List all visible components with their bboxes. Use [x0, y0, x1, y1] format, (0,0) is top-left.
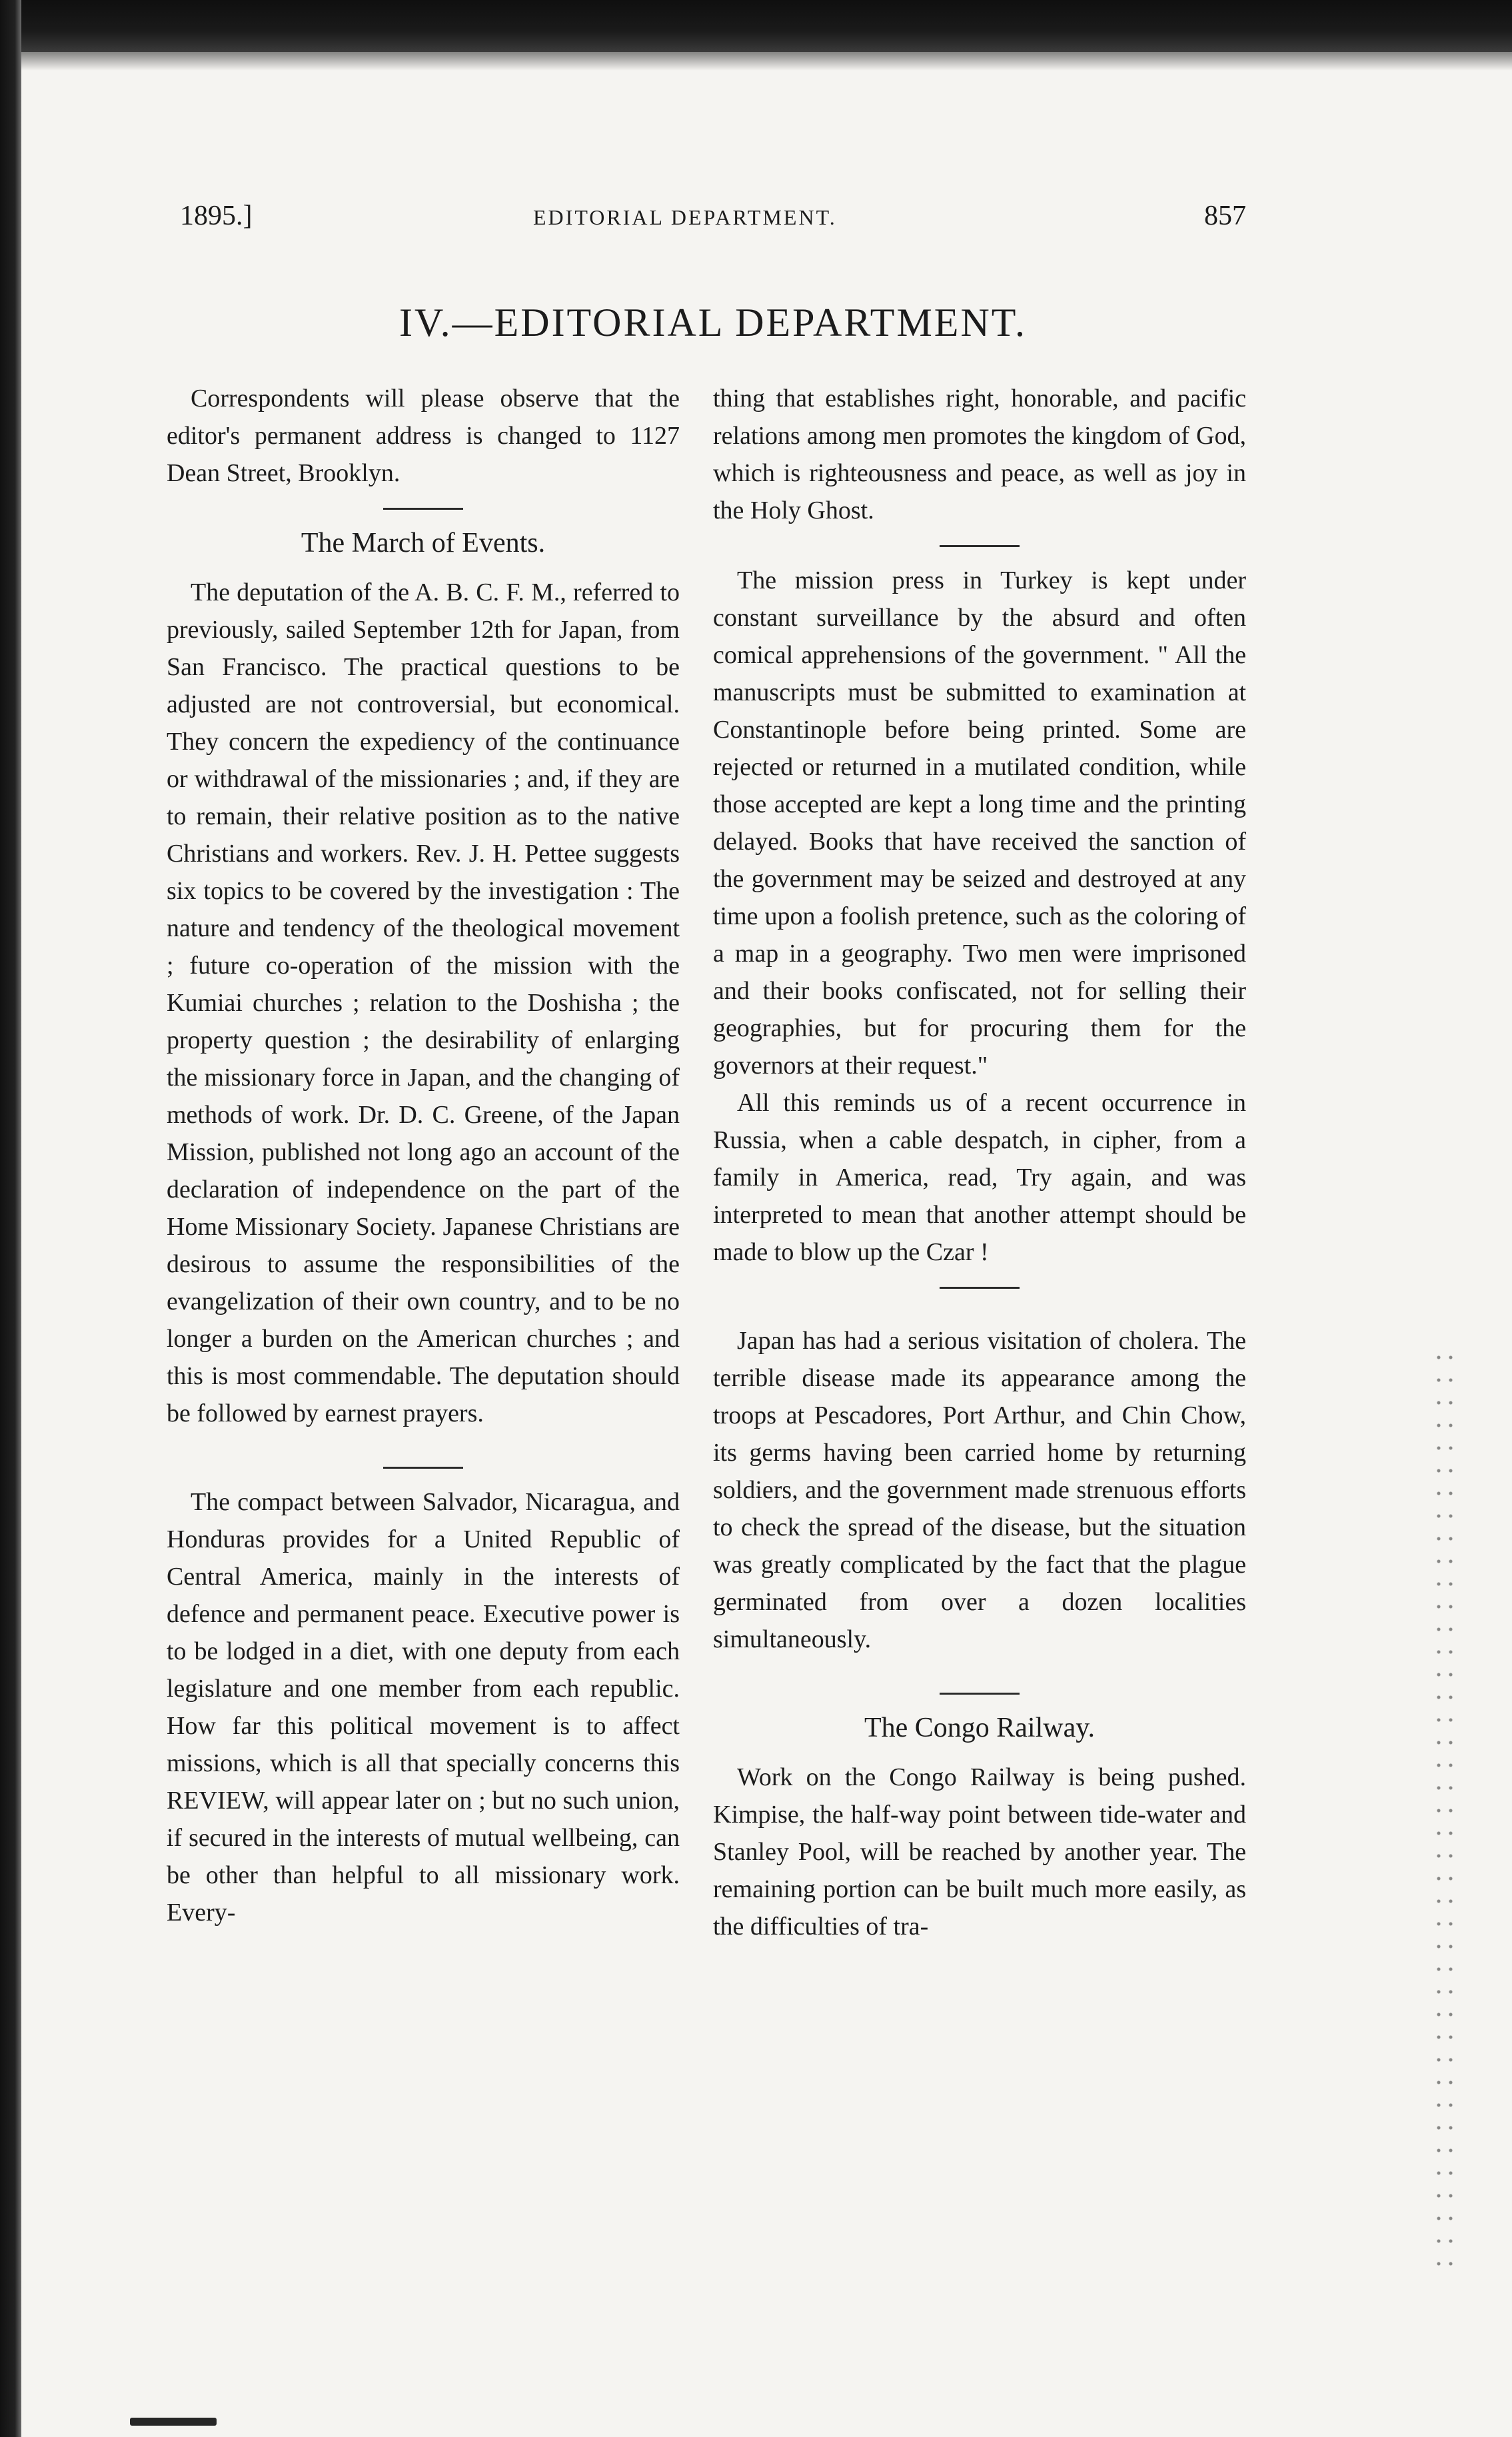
running-head	[180, 200, 1246, 240]
central-america-body: The compact between Salvador, Nicaragua, and Honduras provides for a United Republic of Central America, mainly in the interests of defence and permanent peace. Executive power is to be lodged in a diet, with one deputy from each legislature and one member from each republic. How far this political movement is to affect missions, which is all that specially concerns this REVIEW, will appear later on ; but no such union, if secured in the interests of mutual wellbeing, can be other than helpful to all missionary work. Every-	[167, 1488, 680, 1927]
section-divider	[940, 1287, 1020, 1289]
japan-cholera-body: Japan has had a serious visitation of cholera. The terrible disease made its appearance among the troops at Pescadores, Port Arthur, and Chin Chow, its germs having been carried home by returning soldiers, and the government made strenuous efforts to check the spread of the disease, but the situation was greatly complicated by the fact that the plague germinated from over a dozen localities simultaneously.	[713, 1327, 1246, 1653]
continued-paragraph: thing that establishes right, honorable, and pacific relations among men promotes the kingdom of God, which is righteousness and peace, as well as joy in the Holy Ghost.	[713, 385, 1246, 524]
address-notice: Correspondents will please observe that the editor's permanent address is changed to 1127 Dean Street, Brooklyn.	[167, 385, 680, 487]
right-column	[713, 380, 1246, 1945]
section-divider	[383, 508, 463, 510]
running-head-year: 1895.]	[180, 201, 253, 231]
turkey-press-body: The mission press in Turkey is kept under constant surveillance by the absurd and often comical apprehensions of the government. " All the manuscripts must be submitted to examination at Constantinople before being printed. Some are rejected or returned in a mutilated condition, while those accepted are kept a long time and the printing delayed. Books that have received the sanction of the government may be seized and destroyed at any time upon a foolish pretence, such as the coloring of a map in a geography. Two men were imprisoned and their books confiscated, not for selling their geographies, but for procuring them for the governors at their request."	[713, 566, 1246, 1080]
congo-railway-body: Work on the Congo Railway is being pushed. Kimpise, the half-way point between tide-water and Stanley Pool, will be reached by another year. The remaining portion can be built much more easily, as the difficulties of tra-	[713, 1763, 1246, 1941]
congo-railway-title: The Congo Railway.	[864, 1713, 1096, 1743]
scan-edge-top	[0, 0, 1512, 52]
scan-specks	[1433, 1346, 1457, 2279]
scan-smudge	[130, 2418, 217, 2426]
section-divider	[940, 545, 1020, 547]
section-divider	[940, 1693, 1020, 1695]
russia-body: All this reminds us of a recent occurrence in Russia, when a cable despatch, in cipher, from a family in America, read, Try again, and was interpreted to mean that another attempt should be made to blow up the Czar !	[713, 1089, 1246, 1266]
page-number: 857	[1204, 201, 1246, 231]
scan-edge-left	[0, 0, 21, 2437]
running-head-section: EDITORIAL DEPARTMENT.	[533, 205, 837, 229]
march-of-events-title: The March of Events.	[301, 528, 546, 558]
section-divider	[383, 1467, 463, 1469]
march-of-events-body: The deputation of the A. B. C. F. M., referred to previously, sailed September 12th for Japan, from San Francisco. The practical questions to be adjusted are not controversial, but economical. They concern the expediency of the continuance or withdrawal of the missionaries ; and, if they are to remain, their relative position as to the native Christians and workers. Rev. J. H. Pettee suggests six topics to be covered by the investigation : The nature and tendency of the theological movement ; future co-operation of the mission with the Kumiai churches ; relation to the Doshisha ; the property question ; the desirability of enlarging the missionary force in Japan, and the changing of methods of work. Dr. D. C. Greene, of the Japan Mission, published not long ago an account of the declaration of independence on the part of the Home Missionary Society. Japanese Christians are desirous to assume the responsibilities of the evangelization of their own country, and to be no longer a burden on the American churches ; and this is most commendable. The deputation should be followed by earnest prayers.	[167, 578, 680, 1427]
page-title: IV.—EDITORIAL DEPARTMENT.	[399, 301, 1027, 345]
left-column	[167, 380, 680, 1931]
